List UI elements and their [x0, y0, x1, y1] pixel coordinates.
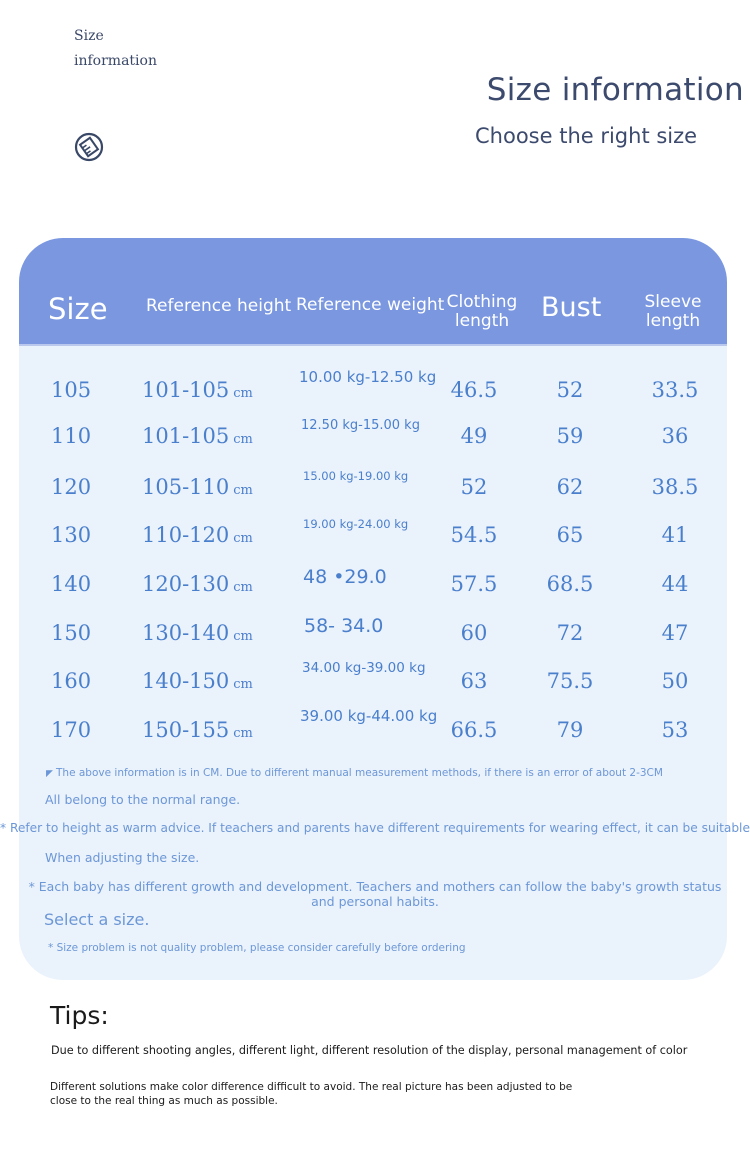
table-row [19, 412, 727, 452]
height-range: 140-150 [142, 669, 230, 693]
bust-value: 52 [556, 378, 584, 402]
height-range: 150-155 [142, 718, 230, 742]
pointer-icon: ◤ [46, 769, 53, 779]
table-row [19, 511, 727, 551]
height-value [142, 424, 253, 448]
weight-value: 58- 34.0 [304, 615, 384, 637]
size-value: 105 [51, 378, 92, 402]
height-value [142, 523, 253, 547]
size-chart-icon [74, 132, 104, 162]
weight-value: 12.50 kg-15.00 kg [301, 418, 420, 433]
height-range: 110-120 [142, 523, 230, 547]
weight-value: 10.00 kg-12.50 kg [299, 368, 437, 386]
tips-text: Due to different shooting angles, different light, different resolution of the display, personal management of color [51, 1044, 688, 1057]
sleeve-value: 41 [661, 523, 689, 547]
size-value: 130 [51, 523, 92, 547]
size-value: 120 [51, 475, 92, 499]
height-unit: cm [233, 726, 253, 741]
note-growth: * Each baby has different growth and development. Teachers and mothers can follow the baby's growth status and personal habits. [28, 879, 722, 909]
height-value [142, 572, 253, 596]
height-unit: cm [233, 580, 253, 595]
weight-value: 19.00 kg-24.00 kg [303, 517, 409, 531]
size-table-card [19, 238, 727, 980]
sleeve-value: 36 [661, 424, 689, 448]
weight-value: 15.00 kg-19.00 kg [303, 469, 409, 483]
length-value: 54.5 [450, 523, 498, 547]
header-sleeve: Sleeve length [644, 292, 702, 331]
table-row [19, 463, 727, 503]
header-length: Clothing length [446, 292, 518, 331]
header-height: Reference height [146, 296, 292, 316]
height-unit: cm [233, 677, 253, 692]
header-weight: Reference weight [296, 295, 445, 315]
sleeve-value: 38.5 [651, 475, 699, 499]
height-range: 130-140 [142, 621, 230, 645]
weight-value: 39.00 kg-44.00 kg [300, 707, 438, 725]
sleeve-value: 47 [661, 621, 689, 645]
table-row [19, 706, 727, 746]
corner-label: Size information [74, 28, 157, 69]
note-quality: * Size problem is not quality problem, please consider carefully before ordering [48, 942, 466, 954]
bust-value: 75.5 [546, 669, 594, 693]
height-value [142, 669, 253, 693]
sleeve-value: 33.5 [651, 378, 699, 402]
table-row [19, 366, 727, 406]
bust-value: 62 [556, 475, 584, 499]
height-unit: cm [233, 531, 253, 546]
size-value: 110 [51, 424, 92, 448]
sleeve-value: 53 [661, 718, 689, 742]
height-value [142, 621, 253, 645]
note-height-advice: * Refer to height as warm advice. If teachers and parents have different requirements for wearing effect, it can be suitable [0, 821, 750, 835]
table-row [19, 560, 727, 600]
height-unit: cm [233, 629, 253, 644]
note-select-size: Select a size. [44, 910, 150, 929]
height-value [142, 475, 253, 499]
size-value: 150 [51, 621, 92, 645]
weight-value: 48 •29.0 [303, 566, 387, 588]
sleeve-value: 50 [661, 669, 689, 693]
note-adjusting: When adjusting the size. [45, 850, 200, 865]
bust-value: 68.5 [546, 572, 594, 596]
table-row [19, 609, 727, 649]
note-normal-range: All belong to the normal range. [45, 792, 241, 807]
height-unit: cm [233, 432, 253, 447]
length-value: 57.5 [450, 572, 498, 596]
height-range: 120-130 [142, 572, 230, 596]
page-subtitle: Choose the right size [475, 124, 698, 148]
bust-value: 72 [556, 621, 584, 645]
size-value: 160 [51, 669, 92, 693]
height-range: 105-110 [142, 475, 230, 499]
header-size: Size [48, 292, 108, 326]
size-value: 140 [51, 572, 92, 596]
height-value [142, 378, 253, 402]
height-unit: cm [233, 483, 253, 498]
length-value: 52 [460, 475, 488, 499]
bust-value: 59 [556, 424, 584, 448]
height-unit: cm [233, 386, 253, 401]
length-value: 46.5 [450, 378, 498, 402]
weight-value: 34.00 kg-39.00 kg [302, 660, 426, 676]
height-range: 101-105 [142, 378, 230, 402]
length-value: 60 [460, 621, 488, 645]
tips-text: Different solutions make color difference difficult to avoid. The real picture has been adjusted to be close to the real thing as much as possible. [50, 1081, 573, 1107]
tips-title: Tips: [50, 1001, 109, 1030]
note-measurement: The above information is in CM. Due to different manual measurement methods, if there is an error of about 2-3CM [56, 767, 663, 779]
length-value: 49 [460, 424, 488, 448]
bust-value: 79 [556, 718, 584, 742]
height-range: 101-105 [142, 424, 230, 448]
table-row [19, 657, 727, 697]
length-value: 66.5 [450, 718, 498, 742]
table-header [19, 238, 727, 346]
header-bust: Bust [541, 292, 602, 323]
bust-value: 65 [556, 523, 584, 547]
sleeve-value: 44 [661, 572, 689, 596]
length-value: 63 [460, 669, 488, 693]
page-title: Size information [486, 72, 744, 108]
size-value: 170 [51, 718, 92, 742]
height-value [142, 718, 253, 742]
